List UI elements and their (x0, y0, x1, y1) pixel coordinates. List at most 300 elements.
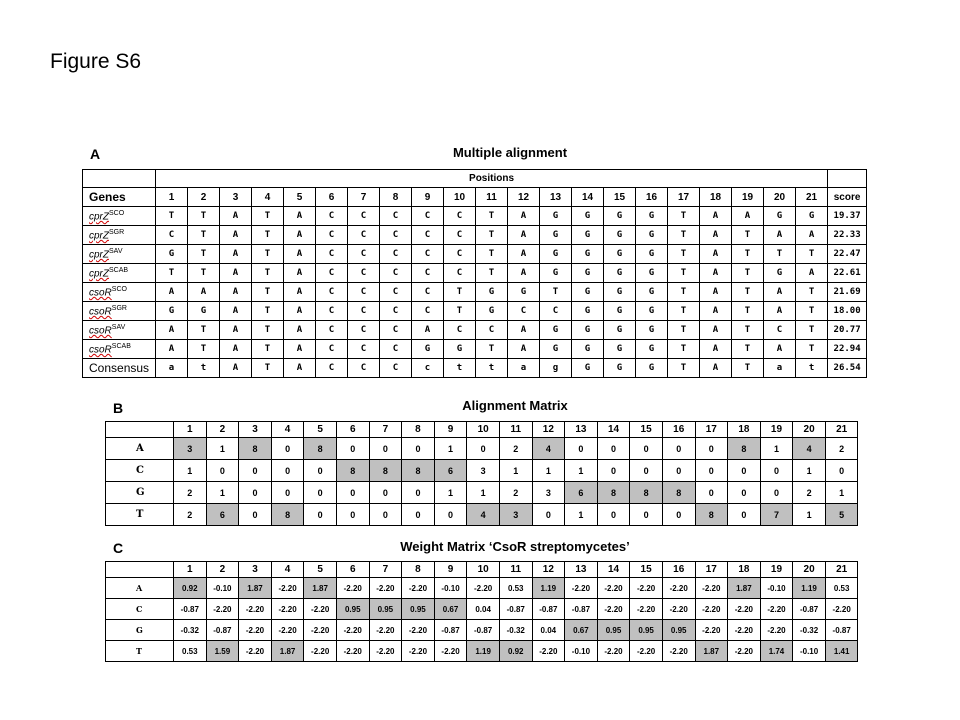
empty-cell (828, 170, 867, 188)
weight-matrix-table (105, 561, 858, 662)
base-cell: C (348, 283, 380, 302)
base-cell: T (796, 321, 828, 340)
base-cell: T (668, 245, 700, 264)
base-cell: C (380, 207, 412, 226)
consensus-base: a (156, 359, 188, 378)
matrix-value: 1 (532, 460, 565, 482)
base-cell: G (604, 207, 636, 226)
base-cell: T (252, 226, 284, 245)
base-cell: G (572, 245, 604, 264)
consensus-base: T (732, 359, 764, 378)
base-cell: C (348, 340, 380, 359)
base-cell: T (444, 283, 476, 302)
base-cell: A (220, 340, 252, 359)
score-cell: 18.00 (828, 302, 867, 321)
base-cell: A (796, 226, 828, 245)
base-cell: A (220, 226, 252, 245)
alignment-row (83, 207, 867, 226)
position-number-row (83, 188, 867, 207)
base-cell: C (348, 264, 380, 283)
consensus-base: a (508, 359, 540, 378)
matrix-value: 0 (467, 438, 500, 460)
gene-name (83, 302, 156, 321)
alignment-row (83, 245, 867, 264)
position-number: 9 (434, 562, 467, 578)
base-label: G (106, 620, 174, 641)
base-cell: G (572, 340, 604, 359)
gene-name (83, 207, 156, 226)
base-cell: T (732, 226, 764, 245)
matrix-value: 0 (434, 504, 467, 526)
base-cell: A (764, 226, 796, 245)
matrix-value: -2.20 (597, 599, 630, 620)
alignment-matrix-table (105, 421, 858, 526)
matrix-value: -2.20 (402, 620, 435, 641)
base-cell: T (188, 207, 220, 226)
base-cell: T (732, 283, 764, 302)
base-cell: G (764, 207, 796, 226)
base-cell: A (220, 207, 252, 226)
position-number: 7 (348, 188, 380, 207)
position-number: 16 (636, 188, 668, 207)
base-cell: C (316, 302, 348, 321)
base-cell: C (348, 245, 380, 264)
position-number: 3 (239, 562, 272, 578)
matrix-value: 8 (271, 504, 304, 526)
score-cell: 22.94 (828, 340, 867, 359)
position-number: 11 (499, 562, 532, 578)
consensus-base: c (412, 359, 444, 378)
base-cell: C (316, 340, 348, 359)
matrix-value: 4 (793, 438, 826, 460)
base-cell: T (476, 207, 508, 226)
position-number: 19 (732, 188, 764, 207)
matrix-value: 2 (825, 438, 858, 460)
matrix-header-row (106, 422, 858, 438)
consensus-base: G (636, 359, 668, 378)
matrix-value: 0.67 (434, 599, 467, 620)
matrix-value: 6 (206, 504, 239, 526)
position-number: 11 (476, 188, 508, 207)
matrix-value: 0 (239, 482, 272, 504)
base-cell: G (636, 264, 668, 283)
base-cell: C (540, 302, 572, 321)
base-cell: T (252, 245, 284, 264)
base-cell: C (380, 321, 412, 340)
base-cell: A (508, 207, 540, 226)
consensus-base: a (764, 359, 796, 378)
matrix-value: 1.19 (467, 641, 500, 662)
positions-header-row (83, 170, 867, 188)
matrix-value: 0 (662, 504, 695, 526)
matrix-value: -0.32 (499, 620, 532, 641)
position-number: 1 (174, 562, 207, 578)
matrix-value: 0 (336, 482, 369, 504)
base-cell: G (508, 283, 540, 302)
base-cell: A (700, 302, 732, 321)
matrix-value: -2.20 (532, 641, 565, 662)
base-cell: G (540, 207, 572, 226)
position-number: 14 (597, 562, 630, 578)
matrix-value: -2.20 (271, 578, 304, 599)
position-number: 10 (467, 562, 500, 578)
matrix-value: 1.74 (760, 641, 793, 662)
base-cell: A (700, 207, 732, 226)
base-cell: A (732, 207, 764, 226)
matrix-value: 0 (402, 482, 435, 504)
matrix-row (106, 641, 858, 662)
base-cell: A (700, 321, 732, 340)
matrix-value: 0 (728, 504, 761, 526)
position-number: 17 (668, 188, 700, 207)
base-cell: C (412, 226, 444, 245)
base-cell: T (252, 283, 284, 302)
matrix-value: 1 (434, 482, 467, 504)
score-cell: 21.69 (828, 283, 867, 302)
position-number: 15 (630, 422, 663, 438)
base-cell: T (732, 264, 764, 283)
empty-cell (83, 170, 156, 188)
base-cell: C (444, 264, 476, 283)
base-cell: T (188, 321, 220, 340)
matrix-value: -0.87 (565, 599, 598, 620)
matrix-value: -2.20 (728, 620, 761, 641)
position-number: 3 (220, 188, 252, 207)
base-cell: A (284, 283, 316, 302)
base-cell: G (604, 340, 636, 359)
panel-b-title: Alignment Matrix (462, 398, 568, 413)
base-cell: A (764, 283, 796, 302)
matrix-value: -0.87 (532, 599, 565, 620)
base-cell: T (732, 245, 764, 264)
matrix-value: 0 (402, 504, 435, 526)
base-cell: C (316, 283, 348, 302)
consensus-base: t (188, 359, 220, 378)
matrix-value: 8 (369, 460, 402, 482)
base-label: T (106, 641, 174, 662)
base-cell: A (508, 264, 540, 283)
base-cell: C (444, 321, 476, 340)
base-cell: G (636, 245, 668, 264)
gene-species: SGR (109, 228, 125, 236)
base-cell: G (604, 226, 636, 245)
matrix-row (106, 578, 858, 599)
base-cell: A (220, 283, 252, 302)
base-cell: T (668, 207, 700, 226)
matrix-row (106, 504, 858, 526)
matrix-value: 4 (467, 504, 500, 526)
figure-title: Figure S6 (50, 50, 142, 73)
base-cell: C (156, 226, 188, 245)
panel-a-letter: A (90, 146, 101, 162)
base-label: C (106, 599, 174, 620)
position-number: 20 (793, 422, 826, 438)
consensus-base: t (476, 359, 508, 378)
base-cell: C (508, 302, 540, 321)
alignment-row (83, 264, 867, 283)
base-cell: T (668, 302, 700, 321)
position-number: 10 (444, 188, 476, 207)
matrix-value: 1.19 (532, 578, 565, 599)
alignment-row (83, 226, 867, 245)
position-number: 2 (188, 188, 220, 207)
base-cell: T (188, 226, 220, 245)
base-cell: T (476, 226, 508, 245)
matrix-value: -2.20 (630, 641, 663, 662)
base-cell: G (604, 283, 636, 302)
matrix-value: 2 (499, 438, 532, 460)
matrix-value: 3 (174, 438, 207, 460)
matrix-value: 0.53 (174, 641, 207, 662)
base-cell: C (764, 321, 796, 340)
base-cell: G (604, 321, 636, 340)
position-number: 1 (156, 188, 188, 207)
matrix-value: -2.20 (369, 620, 402, 641)
position-number: 16 (662, 422, 695, 438)
base-cell: G (572, 302, 604, 321)
matrix-value: -0.10 (760, 578, 793, 599)
base-cell: C (412, 245, 444, 264)
base-cell: C (412, 302, 444, 321)
base-cell: C (380, 302, 412, 321)
matrix-value: -2.20 (695, 578, 728, 599)
matrix-value: -2.20 (304, 620, 337, 641)
matrix-value: 0 (760, 482, 793, 504)
matrix-value: -2.20 (369, 578, 402, 599)
gene-species: SCO (111, 285, 127, 293)
position-number: 1 (174, 422, 207, 438)
matrix-value: -2.20 (467, 578, 500, 599)
score-cell: 22.61 (828, 264, 867, 283)
matrix-value: -2.20 (630, 578, 663, 599)
base-cell: C (380, 283, 412, 302)
matrix-value: 1 (760, 438, 793, 460)
matrix-value: -0.87 (793, 599, 826, 620)
matrix-value: 0.95 (336, 599, 369, 620)
matrix-value: 8 (728, 438, 761, 460)
matrix-value: 0 (239, 504, 272, 526)
matrix-value: 1 (434, 438, 467, 460)
matrix-row (106, 460, 858, 482)
base-cell: C (380, 245, 412, 264)
matrix-value: -2.20 (402, 641, 435, 662)
position-number: 8 (402, 422, 435, 438)
matrix-value: -2.20 (662, 578, 695, 599)
matrix-value: 0.95 (662, 620, 695, 641)
base-cell: G (540, 340, 572, 359)
base-cell: C (348, 302, 380, 321)
gene-name (83, 340, 156, 359)
position-number: 3 (239, 422, 272, 438)
base-cell: C (444, 245, 476, 264)
matrix-value: 1 (565, 504, 598, 526)
position-number: 6 (336, 562, 369, 578)
base-cell: T (444, 302, 476, 321)
matrix-value: -2.20 (597, 641, 630, 662)
matrix-value: -0.32 (174, 620, 207, 641)
gene-species: SCAB (109, 266, 129, 274)
matrix-value: 0.04 (532, 620, 565, 641)
matrix-value: 0 (304, 460, 337, 482)
consensus-base: T (252, 359, 284, 378)
base-cell: A (508, 226, 540, 245)
gene-name-text: csoR (89, 287, 112, 299)
matrix-value: -2.20 (825, 599, 858, 620)
consensus-base: T (668, 359, 700, 378)
base-cell: C (348, 207, 380, 226)
matrix-value: 0.67 (565, 620, 598, 641)
matrix-value: -0.10 (565, 641, 598, 662)
matrix-value: 2 (499, 482, 532, 504)
matrix-value: -2.20 (336, 620, 369, 641)
position-number: 2 (206, 562, 239, 578)
base-cell: T (668, 264, 700, 283)
matrix-value: 0.95 (630, 620, 663, 641)
consensus-base: G (572, 359, 604, 378)
empty-cell (106, 422, 174, 438)
position-number: 21 (796, 188, 828, 207)
matrix-value: 2 (174, 504, 207, 526)
matrix-value: 8 (239, 438, 272, 460)
base-cell: A (796, 264, 828, 283)
matrix-value: 0.53 (825, 578, 858, 599)
matrix-value: -0.87 (467, 620, 500, 641)
matrix-value: -0.10 (793, 641, 826, 662)
position-number: 17 (695, 422, 728, 438)
base-cell: T (476, 245, 508, 264)
matrix-value: 0 (304, 504, 337, 526)
base-cell: G (444, 340, 476, 359)
base-cell: G (188, 302, 220, 321)
base-cell: C (316, 207, 348, 226)
position-number: 6 (316, 188, 348, 207)
position-number: 20 (764, 188, 796, 207)
matrix-value: 0 (695, 438, 728, 460)
matrix-value: 1 (565, 460, 598, 482)
matrix-value: -2.20 (206, 599, 239, 620)
position-number: 9 (434, 422, 467, 438)
base-cell: C (412, 207, 444, 226)
base-cell: G (572, 207, 604, 226)
position-number: 6 (336, 422, 369, 438)
base-cell: A (284, 207, 316, 226)
consensus-base: C (380, 359, 412, 378)
matrix-value: 0 (271, 460, 304, 482)
matrix-value: 6 (434, 460, 467, 482)
matrix-value: 3 (532, 482, 565, 504)
matrix-value: 1 (793, 460, 826, 482)
base-cell: G (636, 302, 668, 321)
base-cell: T (188, 340, 220, 359)
gene-name-text: csoR (89, 306, 112, 318)
base-cell: T (668, 321, 700, 340)
base-cell: T (732, 321, 764, 340)
base-cell: G (636, 226, 668, 245)
base-cell: C (444, 207, 476, 226)
base-cell: T (668, 226, 700, 245)
base-cell: A (284, 264, 316, 283)
position-number: 8 (402, 562, 435, 578)
base-cell: G (540, 226, 572, 245)
matrix-value: 0 (369, 438, 402, 460)
matrix-value: 0.53 (499, 578, 532, 599)
base-cell: A (284, 245, 316, 264)
base-cell: A (220, 264, 252, 283)
panel-c-title: Weight Matrix ‘CsoR streptomycetes’ (400, 539, 630, 554)
base-cell: G (476, 283, 508, 302)
position-number: 15 (604, 188, 636, 207)
base-cell: C (380, 226, 412, 245)
matrix-value: 0 (597, 504, 630, 526)
panel-c-letter: C (113, 540, 124, 556)
matrix-value: 0 (239, 460, 272, 482)
base-cell: G (156, 245, 188, 264)
position-number: 2 (206, 422, 239, 438)
base-cell: A (284, 226, 316, 245)
position-number: 5 (304, 562, 337, 578)
matrix-value: 0 (336, 438, 369, 460)
base-cell: G (636, 207, 668, 226)
matrix-row (106, 620, 858, 641)
matrix-value: 1.19 (793, 578, 826, 599)
base-cell: A (764, 340, 796, 359)
base-cell: C (348, 226, 380, 245)
matrix-value: 0 (728, 482, 761, 504)
matrix-value: 2 (174, 482, 207, 504)
matrix-value: -2.20 (728, 599, 761, 620)
matrix-value: -2.20 (695, 599, 728, 620)
base-cell: T (476, 340, 508, 359)
base-cell: T (188, 245, 220, 264)
gene-name-text: csoR (89, 344, 112, 356)
base-label: A (106, 578, 174, 599)
gene-species: SAV (109, 247, 123, 255)
base-cell: C (316, 226, 348, 245)
matrix-value: 0 (304, 482, 337, 504)
matrix-value: -2.20 (239, 641, 272, 662)
matrix-value: 0 (402, 438, 435, 460)
position-number: 13 (540, 188, 572, 207)
matrix-value: 0 (630, 438, 663, 460)
base-cell: C (476, 321, 508, 340)
base-cell: A (220, 245, 252, 264)
positions-label: Positions (156, 170, 828, 188)
matrix-value: 3 (467, 460, 500, 482)
position-number: 18 (700, 188, 732, 207)
gene-species: SAV (111, 323, 126, 331)
base-cell: G (412, 340, 444, 359)
gene-name-text: csoR (89, 325, 112, 337)
matrix-value: 1 (793, 504, 826, 526)
base-cell: A (508, 321, 540, 340)
matrix-value: -0.10 (206, 578, 239, 599)
panel-a-title: Multiple alignment (452, 145, 568, 160)
position-number: 9 (412, 188, 444, 207)
base-cell: T (668, 283, 700, 302)
matrix-value: -0.87 (174, 599, 207, 620)
matrix-value: -2.20 (760, 599, 793, 620)
matrix-value: 8 (336, 460, 369, 482)
base-cell: C (412, 264, 444, 283)
matrix-value: 1 (174, 460, 207, 482)
base-cell: T (540, 283, 572, 302)
base-cell: A (284, 302, 316, 321)
position-number: 14 (597, 422, 630, 438)
base-cell: G (636, 283, 668, 302)
consensus-label: Consensus (83, 359, 156, 378)
base-cell: A (700, 245, 732, 264)
position-number: 18 (728, 562, 761, 578)
